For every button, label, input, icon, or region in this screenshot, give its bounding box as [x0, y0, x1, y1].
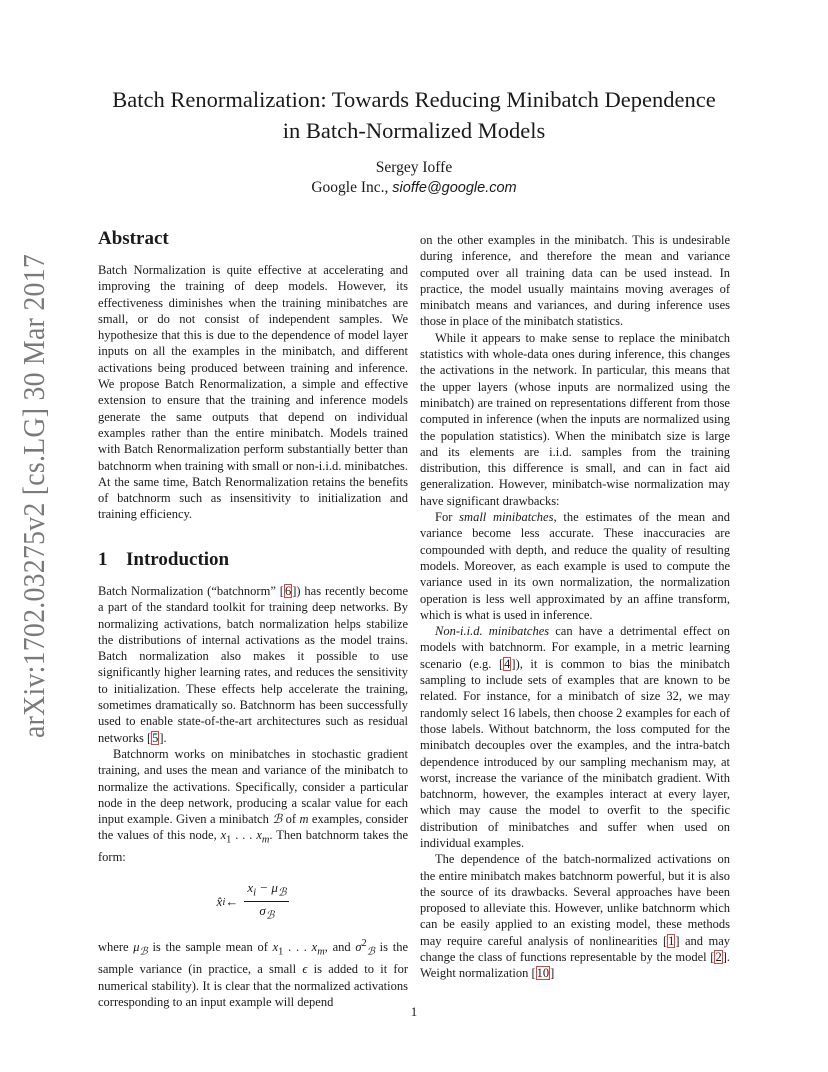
author-email[interactable]: sioffe@google.com: [392, 180, 517, 196]
page-number: 1: [410, 1004, 418, 1019]
intro-paragraph-2: [98, 746, 408, 866]
text-run: ]: [550, 966, 555, 981]
text-run: ] and may change the class of functions representable by the model [: [420, 933, 731, 965]
intro-paragraph-3: [98, 936, 408, 1010]
math-symbol: x: [256, 828, 262, 843]
right-paragraph-3: [420, 509, 730, 623]
text-run: The dependence of the batch-normalized activations on the entire minibatch makes batchnorm powerful, but it is also the source of its drawbacks. Several approaches have been proposed to alleviate this. However, unlike batchnorm which can be easily applied to an existing model, these methods may require careful analysis of nonlinearities [: [420, 852, 730, 948]
right-paragraph-4: [420, 623, 730, 851]
math-symbol: ϵ: [302, 962, 308, 977]
math-subscript: ℬ: [139, 946, 148, 958]
math-subscript: i: [222, 895, 226, 908]
math-subscript: 1: [278, 946, 284, 958]
text-run: Batch Normalization (“batchnorm” [: [98, 584, 284, 598]
math-symbol: x̂: [216, 893, 223, 909]
fraction-denominator: [259, 902, 274, 924]
author-affiliation: [90, 178, 738, 198]
abstract-body: [98, 262, 408, 523]
text-run: ]) has recently become a part of the standard toolkit for training deep networks. By normalizing activations, batch normalization helps stabilize the distributions of internal activations as the model trains. Batch normalization also makes it possible to use significantly higher learning rates, and reduces the sensitivity to initialization. These effects help accelerate the training, sometimes dramatically so. Batchnorm has been successfully used to enable state-of-the-art architectures such as residual networks [: [98, 584, 408, 745]
text-run: . Then batchnorm takes the form:: [98, 828, 408, 865]
citation-link[interactable]: 10: [536, 966, 550, 981]
math-subscript: i: [253, 886, 257, 899]
abstract-paragraph: Batch Normalization is quite effective at accelerating and improving the training of deep models. However, its effectiveness diminishes when the training minibatches are small, or do not consist of independent samples. We hypothesize that this is due to the dependence of model layer inputs on all the examples in the minibatch, and different activations being produced between training and inference. We propose Batch Renormalization, a simple and effective extension to ensure that the training and inference models generate the same outputs that depend on individual examples rather than the entire minibatch. Models trained with Batch Renormalization perform substantially better than batchnorm when training with small or non-i.i.d. minibatches. At the same time, Batch Renormalization retains the benefits of batchnorm such as insensitivity to initialization and training efficiency.: [98, 263, 409, 522]
math-symbol: x: [247, 879, 254, 895]
intro-paragraph-1: [98, 583, 408, 746]
section-number: 1: [98, 549, 108, 570]
text-run: can have a detrimental effect on models with batchnorm. For example, in a metric learning scenario (e.g. [: [420, 624, 730, 671]
math-symbol: . . .: [231, 828, 257, 843]
right-paragraph-5: [420, 851, 730, 981]
math-subscript: ℬ: [366, 946, 375, 958]
math-subscript: m: [317, 946, 325, 958]
math-subscript: ℬ: [277, 886, 287, 899]
text-run: Batchnorm works on minibatches in stochastic gradient training, and uses the mean and variance of the minibatch to normalize the activations. Specifically, consider a particular node in the deep network, producing a scalar value for each input example. Given a minibatch: [98, 746, 408, 827]
text-run: , and: [324, 940, 356, 955]
math-symbol: − μ: [256, 879, 278, 895]
equation-fraction: [244, 880, 289, 925]
text-run: examples, consider the values of this node,: [98, 812, 409, 843]
math-subscript: m: [261, 834, 270, 846]
citation-link[interactable]: 1: [668, 933, 675, 948]
title-line-1: Batch Renormalization: Towards Reducing Minibatch Dependence: [112, 87, 716, 112]
fraction-numerator: [244, 880, 289, 903]
emphasis-text: Non-i.i.d. minibatches: [435, 624, 550, 639]
title-line-2: in Batch-Normalized Models: [282, 118, 546, 143]
introduction-left-column: [98, 583, 408, 1010]
math-symbol: ℬ: [272, 812, 283, 827]
text-run: ]. Weight normalization [: [420, 950, 730, 981]
abstract-heading: Abstract: [98, 228, 169, 249]
math-symbol: . . .: [283, 940, 312, 955]
arxiv-identifier-stamp[interactable]: [14, 252, 54, 740]
math-symbol: m: [299, 812, 309, 827]
citation-link[interactable]: 6: [284, 584, 292, 598]
right-column: [420, 232, 730, 982]
section-heading-introduction: [98, 549, 229, 571]
affiliation-text: Google Inc.,: [311, 179, 393, 196]
math-symbol: x: [311, 940, 318, 955]
right-paragraph-2: While it appears to make sense to replace the minibatch statistics with whole-data ones during inference, this changes the activations in the network. In particular, this means that the upper layers (whose inputs are normalized using the minibatch) are trained on representations different from those computed in inference (when the inputs are normalized using the population statistics). When the minibatch size is large and its elements are i.i.d. samples from the training distribution, this difference is small, and can in fact aid generalization. However, minibatch-wise normalization may have significant drawbacks:: [420, 330, 730, 508]
text-run: of: [282, 812, 300, 827]
math-symbol: x: [272, 940, 279, 955]
text-run: , the estimates of the mean and variance become less accurate. These inaccuracies are compounded with depth, and reduce the quality of resulting models. Moreover, as each example is used to compute the variance used in its own normalization, the normalization operation is less well approximated by an affine transform, which is what is used in inference.: [420, 510, 730, 622]
text-run: where: [98, 940, 134, 955]
citation-link[interactable]: 2: [715, 950, 722, 965]
right-paragraph-1: on the other examples in the minibatch. This is undesirable during inference, and therefore the mean and variance computed over all training data can be used instead. In practice, the model usually maintains moving averages of minibatch means and variances, and during inference uses those in place of the minibatch statistics.: [420, 233, 730, 329]
text-run: ].: [159, 730, 167, 745]
math-symbol: ←: [225, 893, 239, 909]
text-run: For: [435, 510, 460, 525]
math-symbol: σ: [259, 903, 266, 919]
text-run: is the sample mean of: [147, 940, 273, 955]
citation-link[interactable]: 5: [152, 730, 159, 745]
math-superscript: 2: [361, 938, 367, 950]
math-symbol: σ: [355, 940, 362, 955]
arxiv-stamp-text: arXiv:1702.03275v2 [cs.LG] 30 Mar 2017: [16, 252, 51, 738]
math-subscript: 1: [226, 834, 232, 846]
batchnorm-equation: [98, 880, 408, 925]
paper-title: [90, 84, 738, 146]
emphasis-text: small minibatches: [459, 510, 554, 525]
citation-link[interactable]: 4: [504, 656, 511, 671]
math-symbol: μ: [133, 940, 140, 955]
math-subscript: ℬ: [265, 910, 275, 923]
text-run: is the sample variance (in practice, a small: [98, 940, 409, 977]
math-symbol: x: [220, 828, 227, 843]
text-run: is added to it for numerical stability). It is clear that the normalized activations corresponding to an input example will depend: [98, 962, 408, 1009]
section-title: Introduction: [126, 549, 230, 570]
author-name: Sergey Ioffe: [375, 159, 453, 176]
text-run: ]), it is common to bias the minibatch sampling to include sets of examples that are known to be related. For instance, for a minibatch of size 32, we may randomly select 16 labels, then choose 2 examples for each of those labels. Without batchnorm, the loss computed for the minibatch decouples over the examples, and the intra-batch dependence introduced by our sampling mechanism may, at worst, increase the variance of the minibatch gradient. With batchnorm, however, the examples interact at every layer, which may cause the model to overfit to the specific distribution of minibatches and suffer when used on individual examples.: [420, 656, 730, 850]
